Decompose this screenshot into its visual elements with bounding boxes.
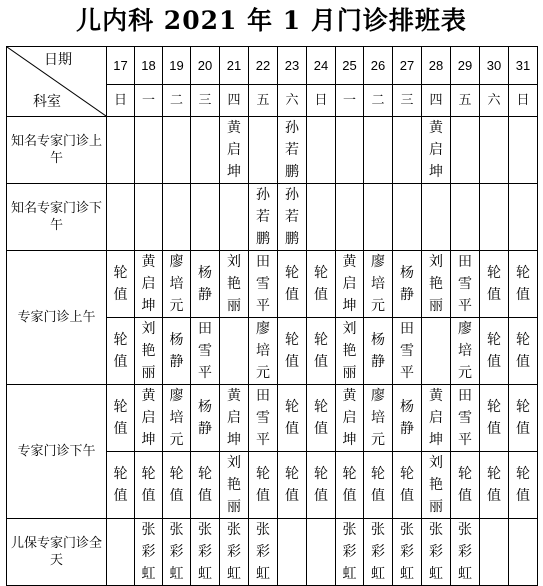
shift-cell <box>249 385 278 452</box>
date-cell: 22 <box>249 47 278 85</box>
shift-cell <box>191 184 220 251</box>
shift-cell <box>451 117 480 184</box>
shift-cell <box>393 385 422 452</box>
shift-cell <box>220 117 249 184</box>
shift-cell <box>451 184 480 251</box>
shift-cell <box>278 184 307 251</box>
shift-cell <box>509 184 538 251</box>
schedule-row <box>7 184 538 251</box>
header-row-dates <box>7 47 538 85</box>
schedule-row <box>7 385 538 452</box>
shift-cell <box>191 519 220 586</box>
shift-cell <box>307 251 336 318</box>
shift-cell <box>191 318 220 385</box>
shift-cell <box>220 519 249 586</box>
doctor-name: 轮值 <box>313 332 328 370</box>
doctor-name: 黄启坤 <box>428 120 443 180</box>
shift-cell <box>422 519 451 586</box>
shift-cell <box>451 385 480 452</box>
date-cell: 27 <box>393 47 422 85</box>
shift-cell <box>480 452 509 519</box>
shift-cell <box>480 385 509 452</box>
shift-cell <box>220 184 249 251</box>
shift-cell <box>135 519 163 586</box>
date-cell: 17 <box>107 47 135 85</box>
doctor-name: 张彩虹 <box>169 522 184 582</box>
doctor-name: 张彩虹 <box>226 522 241 582</box>
shift-cell <box>249 184 278 251</box>
doctor-name: 廖培元 <box>370 388 385 448</box>
shift-cell <box>336 184 364 251</box>
shift-cell <box>220 318 249 385</box>
shift-cell <box>163 117 191 184</box>
weekday-cell: 一 <box>135 85 163 117</box>
doctor-name: 轮值 <box>486 399 501 437</box>
doctor-name: 黄启坤 <box>428 388 443 448</box>
date-cell: 28 <box>422 47 451 85</box>
shift-cell <box>278 519 307 586</box>
shift-cell <box>393 184 422 251</box>
doctor-name: 田雪平 <box>197 321 212 381</box>
weekday-cell: 四 <box>422 85 451 117</box>
shift-cell <box>364 519 393 586</box>
shift-cell <box>135 385 163 452</box>
dept-cell <box>7 117 107 184</box>
shift-cell <box>220 452 249 519</box>
dept-cell <box>7 251 107 385</box>
doctor-name: 廖培元 <box>169 254 184 314</box>
shift-cell <box>480 251 509 318</box>
doctor-name: 轮值 <box>486 332 501 370</box>
shift-cell <box>393 452 422 519</box>
shift-cell <box>135 117 163 184</box>
shift-cell <box>249 117 278 184</box>
doctor-name: 轮值 <box>113 466 128 504</box>
weekday-cell: 三 <box>191 85 220 117</box>
shift-cell <box>422 251 451 318</box>
shift-cell <box>422 452 451 519</box>
shift-cell <box>249 318 278 385</box>
doctor-name: 轮值 <box>515 399 530 437</box>
shift-cell <box>480 519 509 586</box>
weekday-cell: 五 <box>451 85 480 117</box>
doctor-name: 张彩虹 <box>370 522 385 582</box>
weekday-cell: 二 <box>364 85 393 117</box>
doctor-name: 轮值 <box>113 265 128 303</box>
shift-cell <box>249 251 278 318</box>
shift-cell <box>509 519 538 586</box>
doctor-name: 廖培元 <box>457 321 472 381</box>
shift-cell <box>307 184 336 251</box>
doctor-name: 廖培元 <box>169 388 184 448</box>
doctor-name: 孙若鹏 <box>284 120 299 180</box>
doctor-name: 黄启坤 <box>342 254 357 314</box>
date-label: 日期 <box>44 52 72 68</box>
dept-cell <box>7 385 107 519</box>
weekday-cell: 三 <box>393 85 422 117</box>
doctor-name: 刘艳丽 <box>226 254 241 314</box>
shift-cell <box>364 251 393 318</box>
doctor-name: 轮值 <box>197 466 212 504</box>
shift-cell <box>191 251 220 318</box>
doctor-name: 轮值 <box>284 399 299 437</box>
date-cell: 18 <box>135 47 163 85</box>
date-cell: 29 <box>451 47 480 85</box>
shift-cell <box>107 251 135 318</box>
doctor-name: 孙若鹏 <box>284 187 299 247</box>
doctor-name: 轮值 <box>515 466 530 504</box>
shift-cell <box>163 385 191 452</box>
shift-cell <box>364 385 393 452</box>
shift-cell <box>249 452 278 519</box>
shift-cell <box>509 318 538 385</box>
doctor-name: 轮值 <box>169 466 184 504</box>
shift-cell <box>278 385 307 452</box>
shift-cell <box>509 385 538 452</box>
shift-cell <box>451 519 480 586</box>
dept-name: 儿保专家门诊全天 <box>10 536 102 568</box>
weekday-cell: 日 <box>509 85 538 117</box>
shift-cell <box>249 519 278 586</box>
shift-cell <box>307 385 336 452</box>
weekday-cell: 一 <box>336 85 364 117</box>
schedule-table <box>6 46 538 586</box>
doctor-name: 刘艳丽 <box>428 254 443 314</box>
doctor-name: 廖培元 <box>370 254 385 314</box>
shift-cell <box>393 519 422 586</box>
shift-cell <box>336 385 364 452</box>
shift-cell <box>307 519 336 586</box>
shift-cell <box>107 318 135 385</box>
shift-cell <box>163 184 191 251</box>
shift-cell <box>422 318 451 385</box>
doctor-name: 刘艳丽 <box>226 455 241 515</box>
shift-cell <box>336 318 364 385</box>
doctor-name: 黄启坤 <box>226 120 241 180</box>
shift-cell <box>364 184 393 251</box>
shift-cell <box>336 117 364 184</box>
doctor-name: 杨静 <box>399 265 414 303</box>
weekday-cell: 六 <box>278 85 307 117</box>
shift-cell <box>307 318 336 385</box>
doctor-name: 轮值 <box>399 466 414 504</box>
date-cell: 20 <box>191 47 220 85</box>
doctor-name: 刘艳丽 <box>141 321 156 381</box>
shift-cell <box>422 117 451 184</box>
doctor-name: 轮值 <box>486 466 501 504</box>
shift-cell <box>163 519 191 586</box>
shift-cell <box>278 117 307 184</box>
shift-cell <box>422 385 451 452</box>
weekday-cell: 日 <box>107 85 135 117</box>
shift-cell <box>480 184 509 251</box>
doctor-name: 杨静 <box>197 399 212 437</box>
weekday-cell: 日 <box>307 85 336 117</box>
doctor-name: 黄启坤 <box>141 388 156 448</box>
date-cell: 31 <box>509 47 538 85</box>
weekday-cell: 五 <box>249 85 278 117</box>
date-cell: 26 <box>364 47 393 85</box>
weekday-cell: 四 <box>220 85 249 117</box>
schedule-row <box>7 251 538 318</box>
doctor-name: 轮值 <box>486 265 501 303</box>
doctor-name: 轮值 <box>284 466 299 504</box>
doctor-name: 杨静 <box>370 332 385 370</box>
shift-cell <box>135 251 163 318</box>
doctor-name: 张彩虹 <box>141 522 156 582</box>
shift-cell <box>480 318 509 385</box>
doctor-name: 轮值 <box>284 265 299 303</box>
shift-cell <box>107 452 135 519</box>
shift-cell <box>135 452 163 519</box>
shift-cell <box>278 318 307 385</box>
doctor-name: 黄启坤 <box>141 254 156 314</box>
doctor-name: 田雪平 <box>457 388 472 448</box>
doctor-name: 杨静 <box>169 332 184 370</box>
corner-header-cell <box>7 47 107 117</box>
dept-cell <box>7 519 107 586</box>
doctor-name: 杨静 <box>197 265 212 303</box>
dept-name: 知名专家门诊下午 <box>10 201 102 233</box>
shift-cell <box>307 117 336 184</box>
doctor-name: 轮值 <box>113 332 128 370</box>
shift-cell <box>422 184 451 251</box>
shift-cell <box>163 318 191 385</box>
shift-cell <box>393 318 422 385</box>
shift-cell <box>135 318 163 385</box>
doctor-name: 黄启坤 <box>226 388 241 448</box>
shift-cell <box>336 519 364 586</box>
dept-name: 专家门诊下午 <box>17 444 96 459</box>
date-cell: 24 <box>307 47 336 85</box>
doctor-name: 轮值 <box>342 466 357 504</box>
shift-cell <box>336 251 364 318</box>
schedule-row <box>7 117 538 184</box>
doctor-name: 张彩虹 <box>428 522 443 582</box>
shift-cell <box>107 184 135 251</box>
doctor-name: 轮值 <box>284 332 299 370</box>
doctor-name: 刘艳丽 <box>428 455 443 515</box>
shift-cell <box>191 385 220 452</box>
page-title: 儿内科 2021 年 1 月门诊排班表 <box>76 6 467 35</box>
doctor-name: 刘艳丽 <box>342 321 357 381</box>
shift-cell <box>336 452 364 519</box>
weekday-cell: 六 <box>480 85 509 117</box>
weekday-cell: 二 <box>163 85 191 117</box>
doctor-name: 田雪平 <box>399 321 414 381</box>
shift-cell <box>191 452 220 519</box>
shift-cell <box>107 117 135 184</box>
shift-cell <box>364 318 393 385</box>
doctor-name: 张彩虹 <box>399 522 414 582</box>
shift-cell <box>220 385 249 452</box>
doctor-name: 轮值 <box>113 399 128 437</box>
doctor-name: 杨静 <box>399 399 414 437</box>
shift-cell <box>278 251 307 318</box>
shift-cell <box>220 251 249 318</box>
doctor-name: 轮值 <box>313 399 328 437</box>
shift-cell <box>364 452 393 519</box>
doctor-name: 张彩虹 <box>197 522 212 582</box>
doctor-name: 黄启坤 <box>342 388 357 448</box>
doctor-name: 廖培元 <box>255 321 270 381</box>
shift-cell <box>307 452 336 519</box>
doctor-name: 轮值 <box>370 466 385 504</box>
doctor-name: 张彩虹 <box>342 522 357 582</box>
shift-cell <box>509 452 538 519</box>
shift-cell <box>163 251 191 318</box>
shift-cell <box>480 117 509 184</box>
shift-cell <box>509 117 538 184</box>
shift-cell <box>451 251 480 318</box>
doctor-name: 张彩虹 <box>457 522 472 582</box>
shift-cell <box>107 519 135 586</box>
dept-label: 科室 <box>33 94 61 110</box>
doctor-name: 孙若鹏 <box>255 187 270 247</box>
shift-cell <box>393 117 422 184</box>
shift-cell <box>278 452 307 519</box>
shift-cell <box>107 385 135 452</box>
dept-cell <box>7 184 107 251</box>
schedule-row <box>7 519 538 586</box>
dept-name: 知名专家门诊上午 <box>10 134 102 166</box>
shift-cell <box>135 184 163 251</box>
doctor-name: 田雪平 <box>255 388 270 448</box>
date-cell: 30 <box>480 47 509 85</box>
doctor-name: 轮值 <box>141 466 156 504</box>
date-cell: 23 <box>278 47 307 85</box>
date-cell: 25 <box>336 47 364 85</box>
doctor-name: 张彩虹 <box>255 522 270 582</box>
doctor-name: 轮值 <box>255 466 270 504</box>
shift-cell <box>163 452 191 519</box>
doctor-name: 轮值 <box>515 332 530 370</box>
doctor-name: 轮值 <box>515 265 530 303</box>
date-cell: 19 <box>163 47 191 85</box>
shift-cell <box>191 117 220 184</box>
doctor-name: 轮值 <box>457 466 472 504</box>
doctor-name: 田雪平 <box>255 254 270 314</box>
shift-cell <box>364 117 393 184</box>
date-cell: 21 <box>220 47 249 85</box>
shift-cell <box>451 318 480 385</box>
shift-cell <box>451 452 480 519</box>
doctor-name: 轮值 <box>313 265 328 303</box>
shift-cell <box>509 251 538 318</box>
doctor-name: 田雪平 <box>457 254 472 314</box>
shift-cell <box>393 251 422 318</box>
dept-name: 专家门诊上午 <box>17 310 96 325</box>
doctor-name: 轮值 <box>313 466 328 504</box>
